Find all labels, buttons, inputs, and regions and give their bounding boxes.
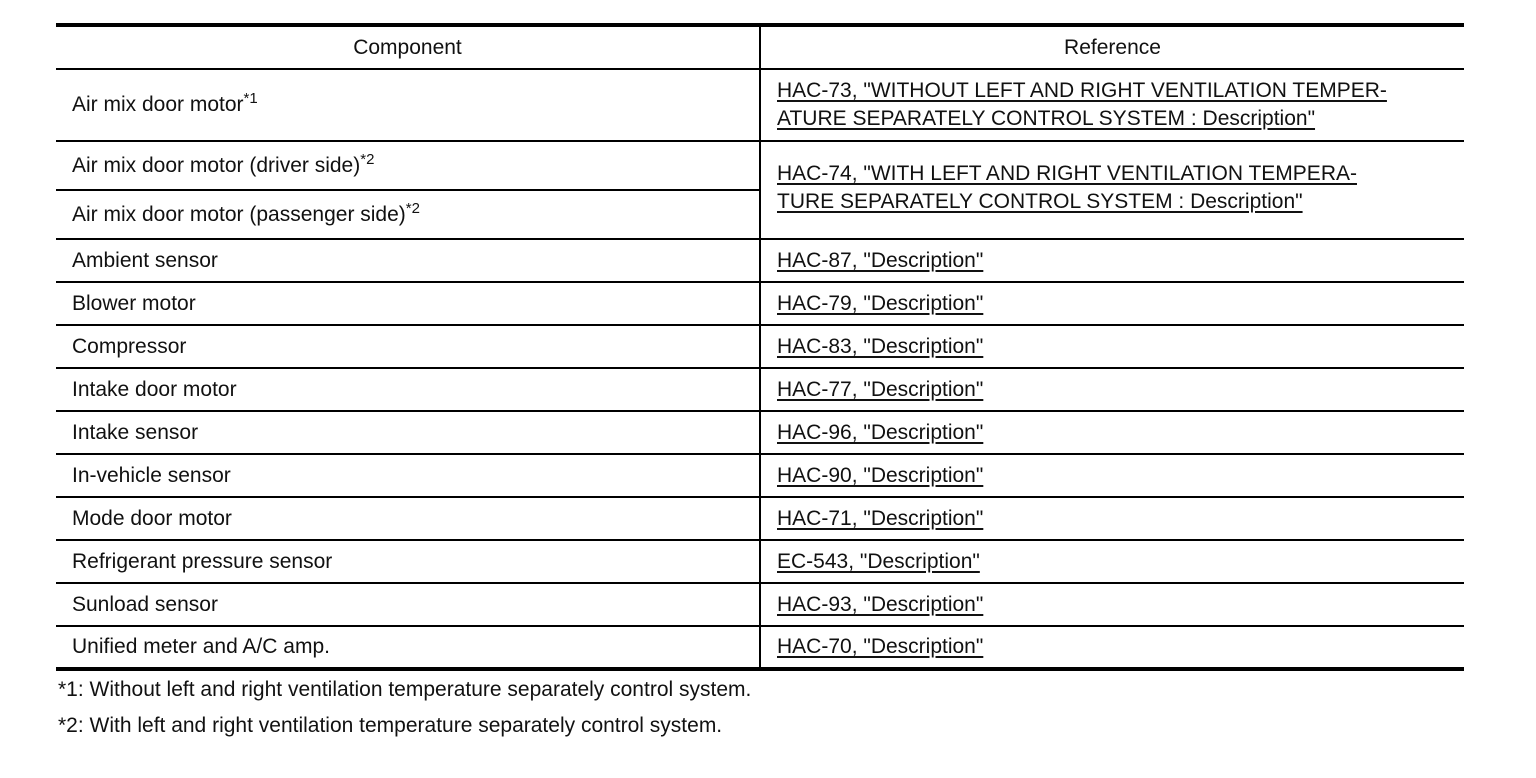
table-row bbox=[56, 69, 1464, 141]
table-row bbox=[56, 540, 1464, 583]
component-cell: Blower motor bbox=[56, 282, 760, 325]
component-cell bbox=[56, 190, 760, 239]
footnote-marker: *2 bbox=[360, 150, 375, 168]
footnotes bbox=[58, 676, 751, 748]
component-cell: Unified meter and A/C amp. bbox=[56, 626, 760, 669]
reference-cell bbox=[760, 540, 1464, 583]
component-cell: Ambient sensor bbox=[56, 239, 760, 282]
reference-link[interactable]: TURE SEPARATELY CONTROL SYSTEM : Description" bbox=[777, 190, 1303, 213]
component-name: Air mix door motor bbox=[72, 93, 244, 116]
table-row bbox=[56, 411, 1464, 454]
footnote-marker: *1 bbox=[243, 90, 258, 107]
component-name: Air mix door motor (driver side) bbox=[72, 153, 361, 177]
reference-link[interactable]: HAC-79, "Description" bbox=[777, 291, 984, 315]
component-cell: Mode door motor bbox=[56, 497, 760, 540]
reference-link[interactable]: HAC-93, "Description" bbox=[777, 592, 984, 616]
table-row bbox=[56, 282, 1464, 325]
reference-link[interactable]: HAC-70, "Description" bbox=[777, 635, 984, 658]
component-cell bbox=[56, 141, 760, 190]
table-row bbox=[56, 239, 1464, 282]
component-cell: Sunload sensor bbox=[56, 583, 760, 626]
reference-cell bbox=[760, 411, 1464, 454]
header-component: Component bbox=[56, 25, 760, 69]
header-reference: Reference bbox=[760, 25, 1464, 69]
component-cell: In-vehicle sensor bbox=[56, 454, 760, 497]
reference-cell bbox=[760, 325, 1464, 368]
reference-table-container bbox=[56, 23, 1464, 671]
component-cell: Intake door motor bbox=[56, 368, 760, 411]
reference-link[interactable]: ATURE SEPARATELY CONTROL SYSTEM : Description" bbox=[777, 107, 1316, 130]
component-reference-table bbox=[56, 23, 1464, 671]
footnote-marker: *2 bbox=[405, 199, 420, 217]
table-row bbox=[56, 325, 1464, 368]
table-row bbox=[56, 141, 1464, 190]
reference-cell bbox=[760, 454, 1464, 497]
reference-cell bbox=[760, 69, 1464, 141]
reference-cell bbox=[760, 368, 1464, 411]
table-row bbox=[56, 497, 1464, 540]
table-row bbox=[56, 368, 1464, 411]
reference-cell bbox=[760, 626, 1464, 669]
reference-link[interactable]: HAC-96, "Description" bbox=[777, 420, 984, 444]
reference-link[interactable]: HAC-77, "Description" bbox=[777, 377, 984, 401]
reference-link[interactable]: HAC-73, "WITHOUT LEFT AND RIGHT VENTILATION TEMPER- bbox=[777, 79, 1387, 102]
reference-link[interactable]: HAC-83, "Description" bbox=[777, 334, 984, 358]
reference-link[interactable]: EC-543, "Description" bbox=[777, 549, 980, 573]
reference-cell bbox=[760, 583, 1464, 626]
component-cell: Refrigerant pressure sensor bbox=[56, 540, 760, 583]
reference-link[interactable]: HAC-87, "Description" bbox=[777, 248, 984, 272]
table-row bbox=[56, 583, 1464, 626]
component-cell bbox=[56, 69, 760, 141]
footnote-2: *2: With left and right ventilation temperature separately control system. bbox=[58, 714, 723, 737]
component-name: Air mix door motor (passenger side) bbox=[72, 202, 406, 226]
reference-cell bbox=[760, 497, 1464, 540]
table-row bbox=[56, 626, 1464, 669]
reference-cell bbox=[760, 141, 1464, 239]
reference-link[interactable]: HAC-71, "Description" bbox=[777, 506, 984, 530]
table-header-row bbox=[56, 25, 1464, 69]
reference-link[interactable]: HAC-90, "Description" bbox=[777, 463, 984, 487]
reference-link[interactable]: HAC-74, "WITH LEFT AND RIGHT VENTILATION TEMPERA- bbox=[777, 162, 1357, 185]
table-row bbox=[56, 454, 1464, 497]
footnote-1: *1: Without left and right ventilation temperature separately control system. bbox=[58, 678, 752, 701]
reference-cell bbox=[760, 282, 1464, 325]
reference-cell bbox=[760, 239, 1464, 282]
component-cell: Compressor bbox=[56, 325, 760, 368]
component-cell: Intake sensor bbox=[56, 411, 760, 454]
